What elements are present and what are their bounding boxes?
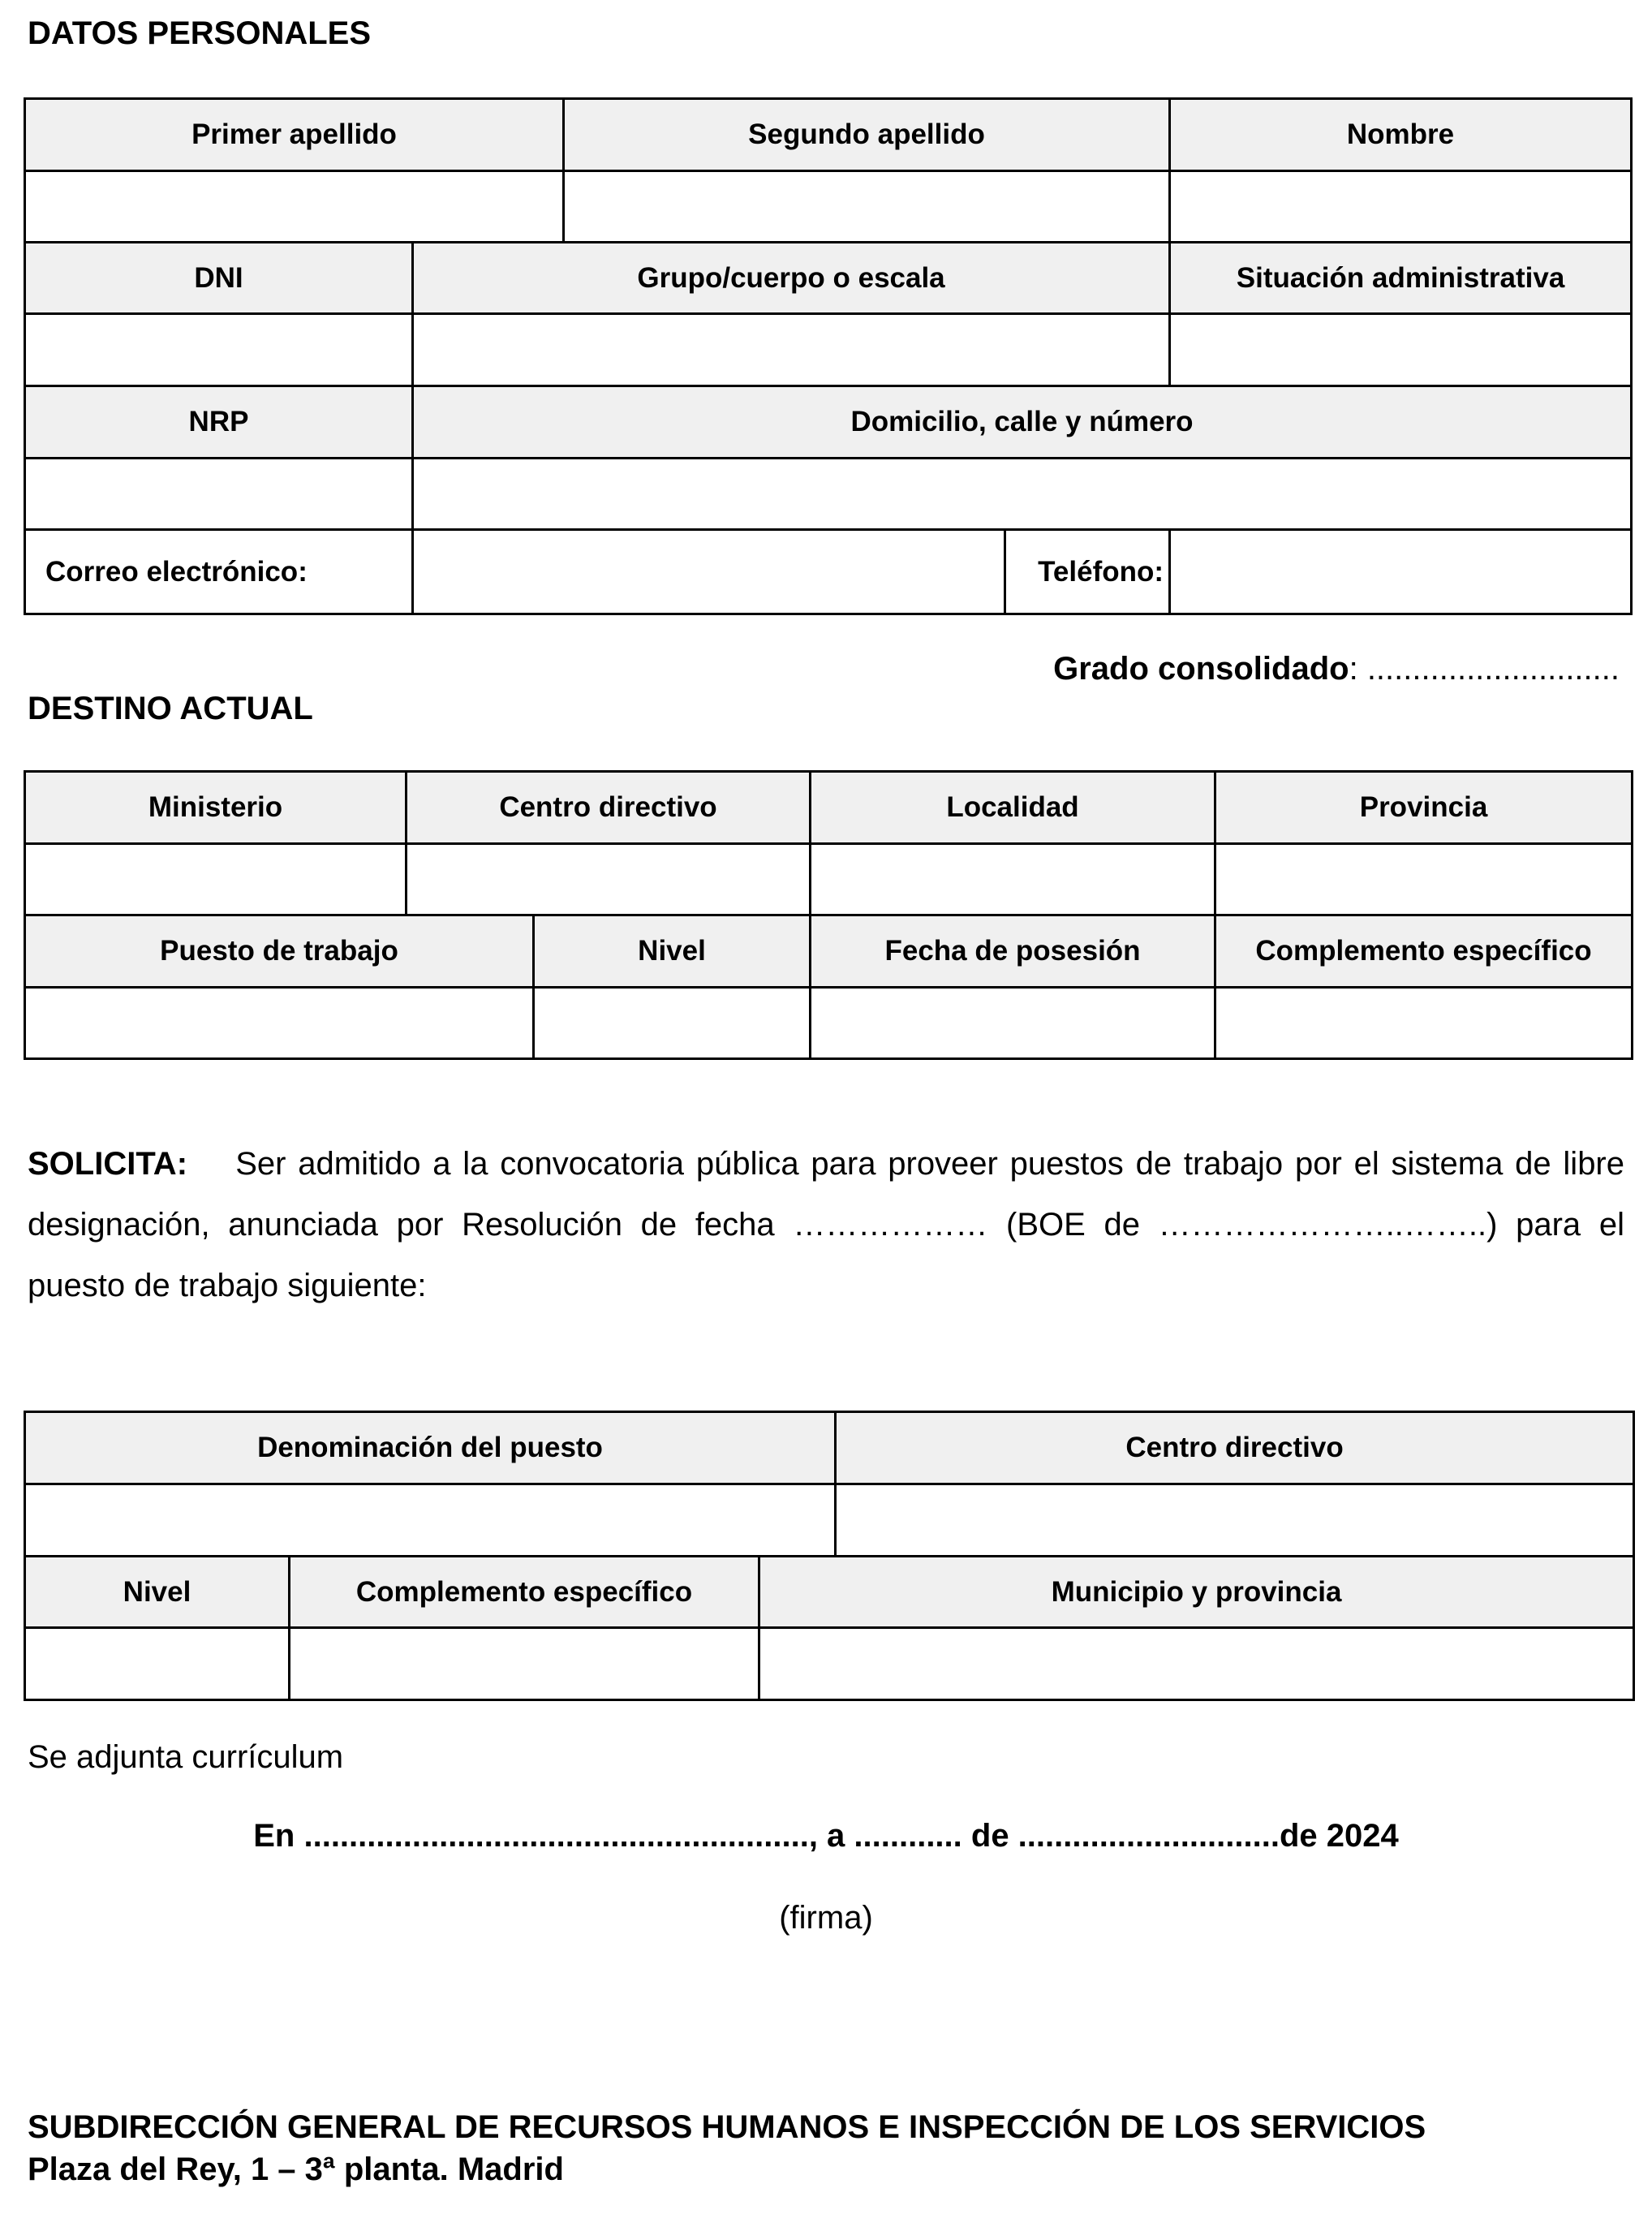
nivel-solicitado-label: Nivel <box>25 1557 290 1628</box>
complemento-field[interactable] <box>1215 988 1633 1059</box>
puesto-solicitado-table <box>24 1411 1635 1701</box>
nombre-field[interactable] <box>1170 171 1632 243</box>
dni-label: DNI <box>25 243 413 314</box>
localidad-label: Localidad <box>811 772 1215 844</box>
grado-consolidado <box>1053 651 1620 687</box>
centro-directivo-solicitado-label: Centro directivo <box>836 1412 1634 1484</box>
provincia-field[interactable] <box>1215 844 1633 915</box>
personal-data-table <box>24 97 1633 615</box>
signature-label: (firma) <box>779 1900 873 1936</box>
destino-table <box>24 770 1633 1060</box>
grado-consolidado-label: Grado consolidado <box>1053 651 1349 687</box>
grado-consolidado-dots[interactable]: : ............................ <box>1349 651 1620 687</box>
segundo-apellido-field[interactable] <box>564 171 1170 243</box>
centro-directivo-label: Centro directivo <box>407 772 811 844</box>
section-title-destino: DESTINO ACTUAL <box>28 691 313 726</box>
primer-apellido-label: Primer apellido <box>25 99 564 171</box>
segundo-apellido-label: Segundo apellido <box>564 99 1170 171</box>
nrp-field[interactable] <box>25 459 413 530</box>
fecha-posesion-label: Fecha de posesión <box>811 915 1215 988</box>
denominacion-puesto-label: Denominación del puesto <box>25 1412 836 1484</box>
complemento-solicitado-label: Complemento específico <box>290 1557 759 1628</box>
provincia-label: Provincia <box>1215 772 1633 844</box>
localidad-field[interactable] <box>811 844 1215 915</box>
nrp-label: NRP <box>25 386 413 459</box>
centro-directivo-solicitado-field[interactable] <box>836 1484 1634 1557</box>
municipio-provincia-label: Municipio y provincia <box>759 1557 1634 1628</box>
centro-directivo-field[interactable] <box>407 844 811 915</box>
fecha-posesion-field[interactable] <box>811 988 1215 1059</box>
nombre-label: Nombre <box>1170 99 1632 171</box>
grupo-field[interactable] <box>413 314 1170 386</box>
telefono-field[interactable] <box>1170 530 1632 614</box>
situacion-field[interactable] <box>1170 314 1632 386</box>
domicilio-field[interactable] <box>413 459 1632 530</box>
situacion-label: Situación administrativa <box>1170 243 1632 314</box>
solicita-label: SOLICITA: <box>28 1146 188 1182</box>
ministerio-label: Ministerio <box>25 772 407 844</box>
nivel-solicitado-field[interactable] <box>25 1628 290 1700</box>
nivel-field[interactable] <box>534 988 811 1059</box>
municipio-provincia-field[interactable] <box>759 1628 1634 1700</box>
complemento-label: Complemento específico <box>1215 915 1633 988</box>
place-date-line[interactable]: En ........................................................, a ............ de .............................de 2024 <box>253 1818 1399 1854</box>
puesto-trabajo-field[interactable] <box>25 988 534 1059</box>
puesto-trabajo-label: Puesto de trabajo <box>25 915 534 988</box>
ministerio-field[interactable] <box>25 844 407 915</box>
complemento-solicitado-field[interactable] <box>290 1628 759 1700</box>
correo-label: Correo electrónico: <box>25 530 413 614</box>
grupo-label: Grupo/cuerpo o escala <box>413 243 1170 314</box>
solicita-paragraph <box>28 1134 1624 1316</box>
primer-apellido-field[interactable] <box>25 171 564 243</box>
organization-name: SUBDIRECCIÓN GENERAL DE RECURSOS HUMANOS E INSPECCIÓN DE LOS SERVICIOS <box>28 2109 1426 2145</box>
telefono-label: Teléfono: <box>1005 530 1170 614</box>
correo-field[interactable] <box>413 530 1005 614</box>
dni-field[interactable] <box>25 314 413 386</box>
curriculum-note: Se adjunta currículum <box>28 1739 344 1775</box>
domicilio-label: Domicilio, calle y número <box>413 386 1632 459</box>
organization-address: Plaza del Rey, 1 – 3ª planta. Madrid <box>28 2152 564 2187</box>
section-title-personal: DATOS PERSONALES <box>28 15 372 51</box>
denominacion-puesto-field[interactable] <box>25 1484 836 1557</box>
nivel-label: Nivel <box>534 915 811 988</box>
solicita-text: Ser admitido a la convocatoria pública para proveer puestos de trabajo por el sistema de libre designación, anunciada por Resolución de fecha ……………… (BOE de …………………..……..) para el puesto de trabajo siguiente: <box>28 1146 1625 1303</box>
